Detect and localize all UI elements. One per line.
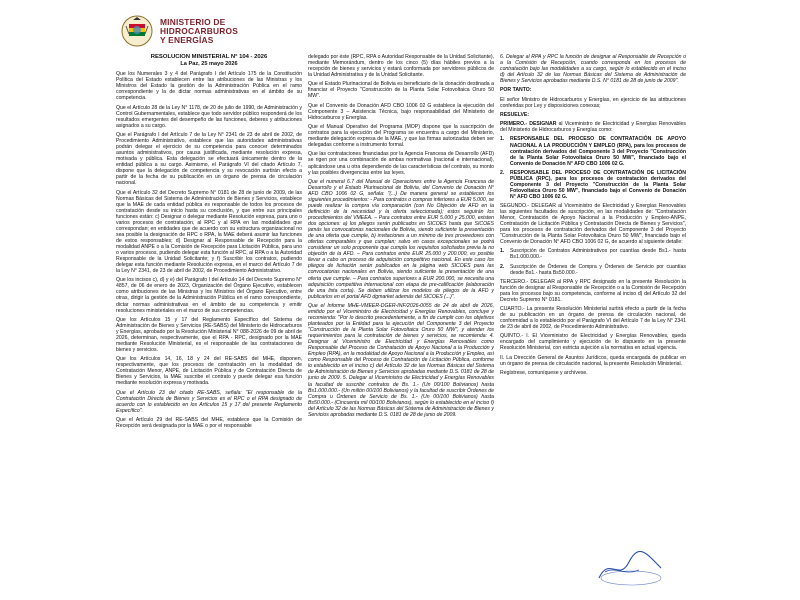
paragraph: 6. Delegar al RPA y RPC la función de designar al Responsable de Recepción o a la Comisión de Recepción, cuando corresponda en los procesos de contratación bajo las modalidades a su cargo, según lo establecido en el inciso d) del Artículo 32 de las Normas Básicas del Sistema de Administración de Bienes y Servicios aprobadas mediante D.S. N° 0181 de 28 de junio de 2009". bbox=[500, 54, 686, 85]
paragraph: Que los incisos c), d) y e) del Parágrafo I del Artículo 14 del Decreto Supremo N° 4857, de 06 de enero de 2023, Organización del Órgano Ejecutivo, establecen como atribuciones de las Ministras y los Ministros del Órgano Ejecutivo, entre otras, dirigir la gestión de la Administración Pública en el ramo correspondiente, dictar normas administrativas en el ámbito de su competencia y emitir resoluciones ministeriales en el marco de sus competencias. bbox=[116, 277, 302, 314]
paragraph: Que el Artículo 32 del Decreto Supremo N° 0181 de 28 de junio de 2009, de las Normas Básicas del Sistema de Administración de Bienes y Servicios, establece que la MAE de cada entidad pública es responsable de todos los procesos de contratación desde su inicio hasta su conclusión, y que entre sus principales funciones están: c) Designar o delegar mediante Resolución expresa, para uno o varios procesos de contratación, al RPC y al RPA en las modalidades que correspondan; en entidades que de acuerdo con su estructura organizacional no sea posible la designación de RPC o RPA, la MAE deberá asumir las funciones de estos responsables; d) Designar al Responsable de Recepción para la modalidad ANPE o a la Comisión de Recepción para Licitación Pública, para uno o varios procesos, pudiendo delegar esta función al RPC, al RPA o a la Autoridad Responsable de la Unidad Solicitante; y f) Suscribir los contratos, pudiendo delegar esta función mediante Resolución expresa, en el marco del Artículo 7 de la Ley N° 2341, de 23 de abril de 2002, de Procedimiento Administrativo. bbox=[116, 189, 302, 275]
paragraph: Que el Manual Operativo del Programa (MOP) dispone que la suscripción de contratos para la ejecución del Programa se encuentra a cargo del Ministerio, mediante delegación expresa de la MAE, y que las firmas autorizadas deben ser delegadas conforme a instrumento formal. bbox=[308, 124, 494, 149]
paragraph: Que el Artículo 29 del RE-SABS del MHE, establece que la Comisión de Recepción será designada por la MAE o por el responsable bbox=[116, 417, 302, 430]
paragraph: Que el Estado Plurinacional de Bolivia es beneficiario de la donación destinada a financiar el Proyecto "Construcción de la Planta Solar Fotovoltaica Oruro 50 MW". bbox=[308, 81, 494, 100]
column-3 bbox=[500, 54, 686, 594]
paragraph: Que los Artículos 14, 16, 18 y 24 del RE-SABS del MHE, disponen, respectivamente, que los procesos de contratación en la modalidad de Contratación Menor, ANPE, de Licitación Pública y de Contratación Directa de Bienes y Servicios, la MAE suscribe el contrato y puede delegar esa función mediante resolución expresa y motivada. bbox=[116, 356, 302, 387]
list-number: 2. bbox=[500, 263, 505, 270]
paragraph: Que las contrataciones financiadas por la Agencia Francesa de Desarrollo (AFD) se rigen por una combinación de ambas normativas (nacional e internacional), aplicándose una u otra dependiendo de las características del contrato, su monto y las posibles divergencias entre las leyes. bbox=[308, 151, 494, 176]
paragraph: Que el numeral 6.7 del Manual de Operaciones entre la Agencia Francesa de Desarrollo y el Estado Plurinacional de Bolivia, del Convenio de Donación N° AFD CBO 1006 02 G, señala: "(...) De manera general se establecen los siguientes procedimientos: - Para contratos o compras inferiores a EUR 5.000, se puede realizar la compra vía comparación (con No Objeción de AFD en la definición de la necesidad y la oferta seleccionada); estos seguirán los procedimientos del VMEEA. – Para contratos entre EUR 5.000 y 25.000, existen dos opciones: a) los pliegos serán publicados en SICOES hasta que SICOES jamás las convocatorias nacionales de Bolivia, siendo suficiente la presentación de una oferta que cumple, b) invitaciones a un mínimo de tres proveedores con ofertas comparables y que cumplan; salvo en casos excepcionales se podrá considerar un solo proponente que cumpla los requisitos solicitados previa la no objeción de la AFD. – Para contratos entre EUR 25.000 y 200.000, es posible llevar a cabo un proceso de adquisición competitivo nacional. En este caso los pliegos de licitación serán publicados en la página web SICOES para las convocatorias nacionales en Bolivia, siendo suficiente la presentación de una oferta que cumple. – Para contratos superiores a EUR 200.000, se necesita una adquisición competitiva internacional con etapa de pre-calificación (elaboración de una lista corta). Se deben utilizar los modelos de pliegos de la AFD y publicarlos en el portal AFD dgmarket además del SICOES (...)". bbox=[308, 178, 494, 300]
article-cuarto: CUARTO.- La presente Resolución Ministerial surtirá efecto a partir de la fecha de su publicación en un órgano de prensa de circulación nacional, de conformidad a lo establecido por el Parágrafo VI del Artículo 7 de la Ley N° 2341 de 23 de abril de 2002, de Procedimiento Administrativo. bbox=[500, 306, 686, 331]
closing-formula: Regístrese, comuníquese y archívese. bbox=[500, 369, 588, 376]
list-number: 1. bbox=[500, 248, 505, 255]
signature-stamp bbox=[595, 548, 667, 588]
list-number: 1. bbox=[500, 136, 505, 143]
column-2 bbox=[308, 54, 494, 594]
letterhead bbox=[120, 14, 680, 48]
list-item bbox=[500, 170, 686, 200]
paragraph: Que el Artículo 28 de la Ley N° 1178, de 20 de julio de 1990, de Administración y Control Gubernamentales, establece que todo servidor público responderá de los resultados emergentes del desempeño de las funciones, deberes y atribuciones asignados a su cargo. bbox=[116, 104, 302, 129]
coat-of-arms-icon bbox=[120, 14, 154, 48]
section-heading-resuelve: RESUELVE: bbox=[500, 111, 530, 118]
paragraph: El señor Ministro de Hidrocarburos y Energías, en ejercicio de las atribuciones conferidas por Ley y disposiciones conexas; bbox=[500, 96, 686, 109]
list-item bbox=[500, 136, 686, 166]
paragraph: Que los Artículos 15 y 17 del Reglamento Específico del Sistema de Administración de Bienes y Servicios (RE-SABS) del Ministerio de Hidrocarburos y Energías, aprobado por la Resolución Ministerial N° 088-2026 de 09 de abril de 2026, determinan, respectivamente, que el RPA - RPC, designado por la MAE mediante Resolución Ministerial, es el responsable de las contrataciones de bienes y servicios. bbox=[116, 316, 302, 354]
article-tercero: TERCERO.- DELEGAR al RPA y RPC designado en la presente Resolución la función de designar al Responsable de Recepción o a la Comisión de Recepción para los procesos bajo su competencia, conforme al inciso d) del Artículo 32 del Decreto Supremo N° 0181. bbox=[500, 278, 686, 303]
ministry-line-2: HIDROCARBUROS bbox=[160, 25, 238, 36]
article-label: PRIMERO.- DESIGNAR bbox=[500, 121, 557, 128]
article-segundo: SEGUNDO.- DELEGAR al Viceministro de Electricidad y Energías Renovables las siguientes facultades de suscripción, en las modalidades de: "Contratación Menor, Contratación de Apoyo Nacional a la Producción y Empleo-ANPE, Contratación de Licitación Pública y Contratación Directa de Bienes y Servicios", para los procesos de contratación derivados del Componente 3 del Proyecto "Construcción de la Planta Solar Fotovoltaica Oruro 50 MW", financiado bajo el Convenio de Donación N° AFD CBO 1006 02 G, de acuerdo al siguiente detalle: bbox=[500, 202, 686, 246]
paragraph: Que el Informe MHE-VMEER-DGER-INF/2026-0055 de 24 de abril de 2026, emitido por el Viceministro de Electricidad y Energías Renovables, concluye y recomienda: "Por lo descrito precedentemente, a fin de cumplir con los objetivos planteados por la Entidad para la ejecución del Componente 3 del Proyecto "Construcción de la Planta Solar Fotovoltaica Oruro 50 MW", y atender los requerimientos para la contratación de bienes y servicios, se recomienda: 4. Designar al Viceministro de Electricidad y Energías Renovables como Responsable del Proceso de Contratación de Apoyo Nacional a la Producción y Empleo (RPA), en la modalidad de Apoyo Nacional a la Producción y Empleo, así como Responsable del Proceso de Contratación de Licitación Pública, conforme lo establecido en el inciso c) del Artículo 32 de las Normas Básicas del Sistema de Administración de Bienes y Servicios aprobadas mediante D.S. 0181 de 28 de junio de 2009. 5. Delegar al Viceministro de Electricidad y Energías Renovables la facultad de suscribir contratos de Bs. 1.- (Un 00/100 Bolivianos) hasta Bs1.000.000.- (Un millón 00/100 Bolivianos) y la facultad de suscribir Órdenes de Compra u Órdenes de Servicio de Bs. 1.- (Un 00/100 Bolivianos) hasta Bs50.000.- (Cincuenta mil 00/100 Bolivianos), según lo establecido en el inciso f) del Artículo 32 de las Normas Básicas del Sistema de Administración de Bienes y Servicios aprobadas mediante D.S. 0181 de 28 de junio de 2009. bbox=[308, 302, 494, 418]
ministry-name bbox=[160, 18, 238, 45]
section-heading-por-tanto: POR TANTO: bbox=[500, 87, 532, 94]
ministry-line-3: Y ENERGÍAS bbox=[160, 34, 214, 45]
ministry-line-1: MINISTERIO DE bbox=[160, 16, 226, 27]
article-text: al Viceministro de Electricidad y Energías Renovables del Ministerio de Hidrocarburos y Energías como: bbox=[500, 121, 686, 134]
paragraph: delegado por éste (RPC, RPA o Autoridad Responsable de la Unidad Solicitante), mediante Memorándum, dentro de los cinco (5) días hábiles previos a la recepción de bienes y servicios y estará conformada por servidores públicos de la Unidad Administrativa y de la Unidad Solicitante. bbox=[308, 54, 494, 79]
article-primero bbox=[500, 121, 686, 133]
paragraph: Que los Numerales 3 y 4 del Parágrafo I del Artículo 175 de la Constitución Política del Estado establecen entre las atribuciones de las Ministras y los Ministros del Estado la gestión de la Administración Pública en el ramo correspondiente y la de dictar normas administrativas en el ámbito de su competencia. bbox=[116, 71, 302, 102]
list-item bbox=[500, 248, 686, 260]
paragraph: Que el Artículo 23 del citado RE-SABS, señala: "El responsable de la Contratación Directa de Bienes y Servicios es el RPC o el RPA designado de acuerdo con lo establecido en los Artículos 15 y 17 del presente Reglamento Específico". bbox=[116, 389, 302, 414]
resolution-title: RESOLUCIÓN MINISTERIAL N° 104 - 2026 bbox=[150, 54, 268, 60]
list-number: 2. bbox=[500, 169, 505, 176]
column-1 bbox=[116, 54, 302, 594]
paragraph: Que el Convenio de Donación AFD CBO 1006 02 G establece la ejecución del Componente 3 – Asistencia Técnica, bajo responsabilidad del Ministerio de Hidrocarburos y Energías. bbox=[308, 102, 494, 121]
list-text: Suscripción de Órdenes de Compra y Órdenes de Servicio por cuantías desde Bs1.- hasta Bs50.000.- bbox=[510, 263, 686, 276]
article-quinto: QUINTO.- I. El Viceministro de Electricidad y Energías Renovables, queda encargado del cumplimiento y ejecución de lo dispuesto en la presente Resolución Ministerial, con estricta sujeción a la normativa en actual vigencia. bbox=[500, 333, 686, 352]
article-quinto-ii: II. La Dirección General de Asuntos Jurídicos, queda encargada de publicar en un órgano de prensa de circulación nacional, la presente Resolución Ministerial. bbox=[500, 354, 686, 367]
list-text: RESPONSABLE DEL PROCESO DE CONTRATACIÓN DE LICITACIÓN PÚBLICA (RPC), para los procesos de contratación derivados del Componente 3 del Proyecto "Construcción de la Planta Solar Fotovoltaica Oruro 50 MW", financiado bajo el Convenio de Donación N° AFD CBO 1006 02 G. bbox=[510, 169, 686, 200]
list-text: Suscripción de Contratos Administrativos por cuantías desde Bs1.- hasta Bs1.000.000.- bbox=[510, 248, 686, 261]
paragraph: Que el Parágrafo I del Artículo 7 de la Ley N° 2341 de 23 de abril de 2002, de Procedimiento Administrativo, establece que las autoridades administrativas podrán delegar el ejercicio de su competencia para conocer determinados asuntos administrativos, por causa justificada, mediante resolución expresa, motivada y pública. Esta delegación se efectuará únicamente dentro de la entidad pública a su cargo. Asimismo, el Parágrafo VI del citado Artículo 7, dispone que la delegación de competencia y su revocación surtirán efecto a partir de la fecha de su publicación en un órgano de prensa de circulación nacional. bbox=[116, 131, 302, 187]
list-text: RESPONSABLE DEL PROCESO DE CONTRATACIÓN DE APOYO NACIONAL A LA PRODUCCIÓN Y EMPLEO (RPA), para los procesos de contratación derivados del Componente 3 del Proyecto "Construcción de la Planta Solar Fotovoltaica Oruro 50 MW", financiado bajo el Convenio de Donación N° AFD CBO 1006 02 G. bbox=[510, 136, 686, 167]
resolution-date: La Paz, 25 mayo 2026 bbox=[180, 61, 238, 68]
list-item bbox=[500, 264, 686, 276]
